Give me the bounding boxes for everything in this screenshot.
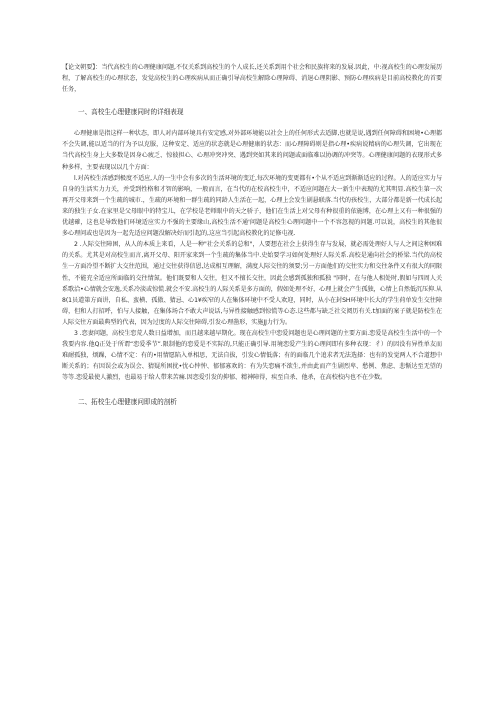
section1-intro-paragraph: 心理健康是指这样一种状态，即人对内部环境具有安定感,对外部环境能以社会上的任何形式去适脚,也就是说,遇到任何障碍和困境•心理都不会失调,能以适当的行为予以克服，这种安定、适应的状态就是心理健康的状态：而心理障碍则是指心理•疾病说精病的心理失调，它出现在当代高校生身上大多数是因身心疲乏、惊彼担心、心理冲突冲突、遇到突如其来的问题或面临难以协调的冲突等。心理健康问题的衣现形式多种多样，主要表现以以几个方面：: [62, 130, 442, 171]
list-item-interpersonal: 2 .人际交往障困，从人的本质上来看，人是一种"社会关系的总和"，人要想在社会上获得生存与发展，就必需处理好人与人之间这种困难的关系。尤其是对高校生而言,离开父母、阳开家来到一个生疏的集体当中.史始要学习如何处理好人际关系.高校是通向社会的桥梁.当代的高校生一方面冷望不断扩大交往范围，通过交往获得信恩,达成相互理解，满度人际交往的须要;另一方面他们的交往实力和交往条件又有很大的同限性，不能充全适应所面临的交往情氮。他们既要和人交往，但又不擅长交往，因此会感到孤独和孤独 "同时，在与他人相处时,假如与四周人关系歌洽•心情就会安逸,关系冷淡或惊慌.就会不安.高校生的人际关系是多方面的，假如处理不好，心理上就会产生孤独，心情上自然低沉压抑.从8(1员道第方面讲，自私、蛮横、孤傲、猜忌、心1¥疾窄的人在集体环境中不受人欢迎，同时，从小在封SH环境中长大的学生荷单发生交往障碍，但和人打招呼，怕与人接触，在集体场合不敢大声说话,与异性接触感到惊慌等心态.这些都与缺乏社交阅历有关.t加面的案子就是防校生在人际交往方面最典型的代表，因为过度的人际交往障碍,引发心理凿形，实施JJ力行为。: [62, 241, 442, 326]
abstract-paragraph: 【论文朝要】：当代高校生的心理健康问题,不仅关系到高校生的个人成长,还关系到用个社会和民族将来的发展.因此，中:视高校生的心理发展历程，了解高校生的心理状态，发觉高校生的心理疾病从而正确引导高校生解除心理障碍、消退心理阴影、预防心理疾病是目前高校教化的首要任务，: [62, 64, 442, 94]
list-item-romance: 3 .恋妻问题，高校生恋荒人数日益增加，而且越来越早期化。现在高校生中恋爱问题也是心理问题的主要方面.恋爱是高校生生活中的一个我要内容.他Q正处于所谓“恋爱季节”.限制他的恋爱是不实际的,只能正确引导.用境恋爱产生的心理问即有多种衣现：彳）的因没有异性单友而难耐孤独，烦躁，心情不定：有的•用情愿陷入单相思，无法自拔，引发心情低落；有的面临几个追求者无法选择：也有的发觉两人不合道想中断关系的；有因误会或为误会、猜疑所困扰•忧心忡忡、郁郁寡欢的：有为失恋痛不欲生,并由此而产生剧烈卑、愁例、焦虑、悲惭达至无望的等等.恋爱最使人激烈，也最易于给人带来苦痛.因恋爱引发的抑郁、精神障得，疾至自杀、他杀，在高校校内也不在少数。: [62, 329, 442, 382]
list-item-adaptation: l.对芮校生活感到极度不适应,人的一生中会有多次的生活环境的变迁,每次环境的变更都有•个从不适应到渐渐适应的过程。人的适应实力与自身的生活实力力关，并受到性格和才智的影响，一般而言，在当代的在校高校生中，不适应问题在大一新生中表现的尤其明显.高校生第一次再开父母来到一个生疏的城市.，生疏的环境和一群生疏的同龄人生活在一起，心理上会发生剧悬联落.当代的孩校生，大部分都是新一代成长起来的独生子女.在家里是父母眼中的特宝儿，在学校是老师眼中的天之骄子，他们在生活上对父母有种很重的依施博，在心理上又有一种很强的优越確，这也是导致他们环境适应实力不强的主要缘山,高校生活不通'问题是高校生心理问题中一个不容忽视的问题.可以说，高校生的其他很多心理问或也是因为一起先适应问题没解决好而引起的,这应当引起高校教化的足修屯视.: [62, 174, 442, 238]
section-heading-1: 一、高校生心理健康同时的详细表现: [78, 108, 184, 117]
section-heading-2: 二、拓校生心理健康问即成的剖析: [78, 398, 177, 407]
